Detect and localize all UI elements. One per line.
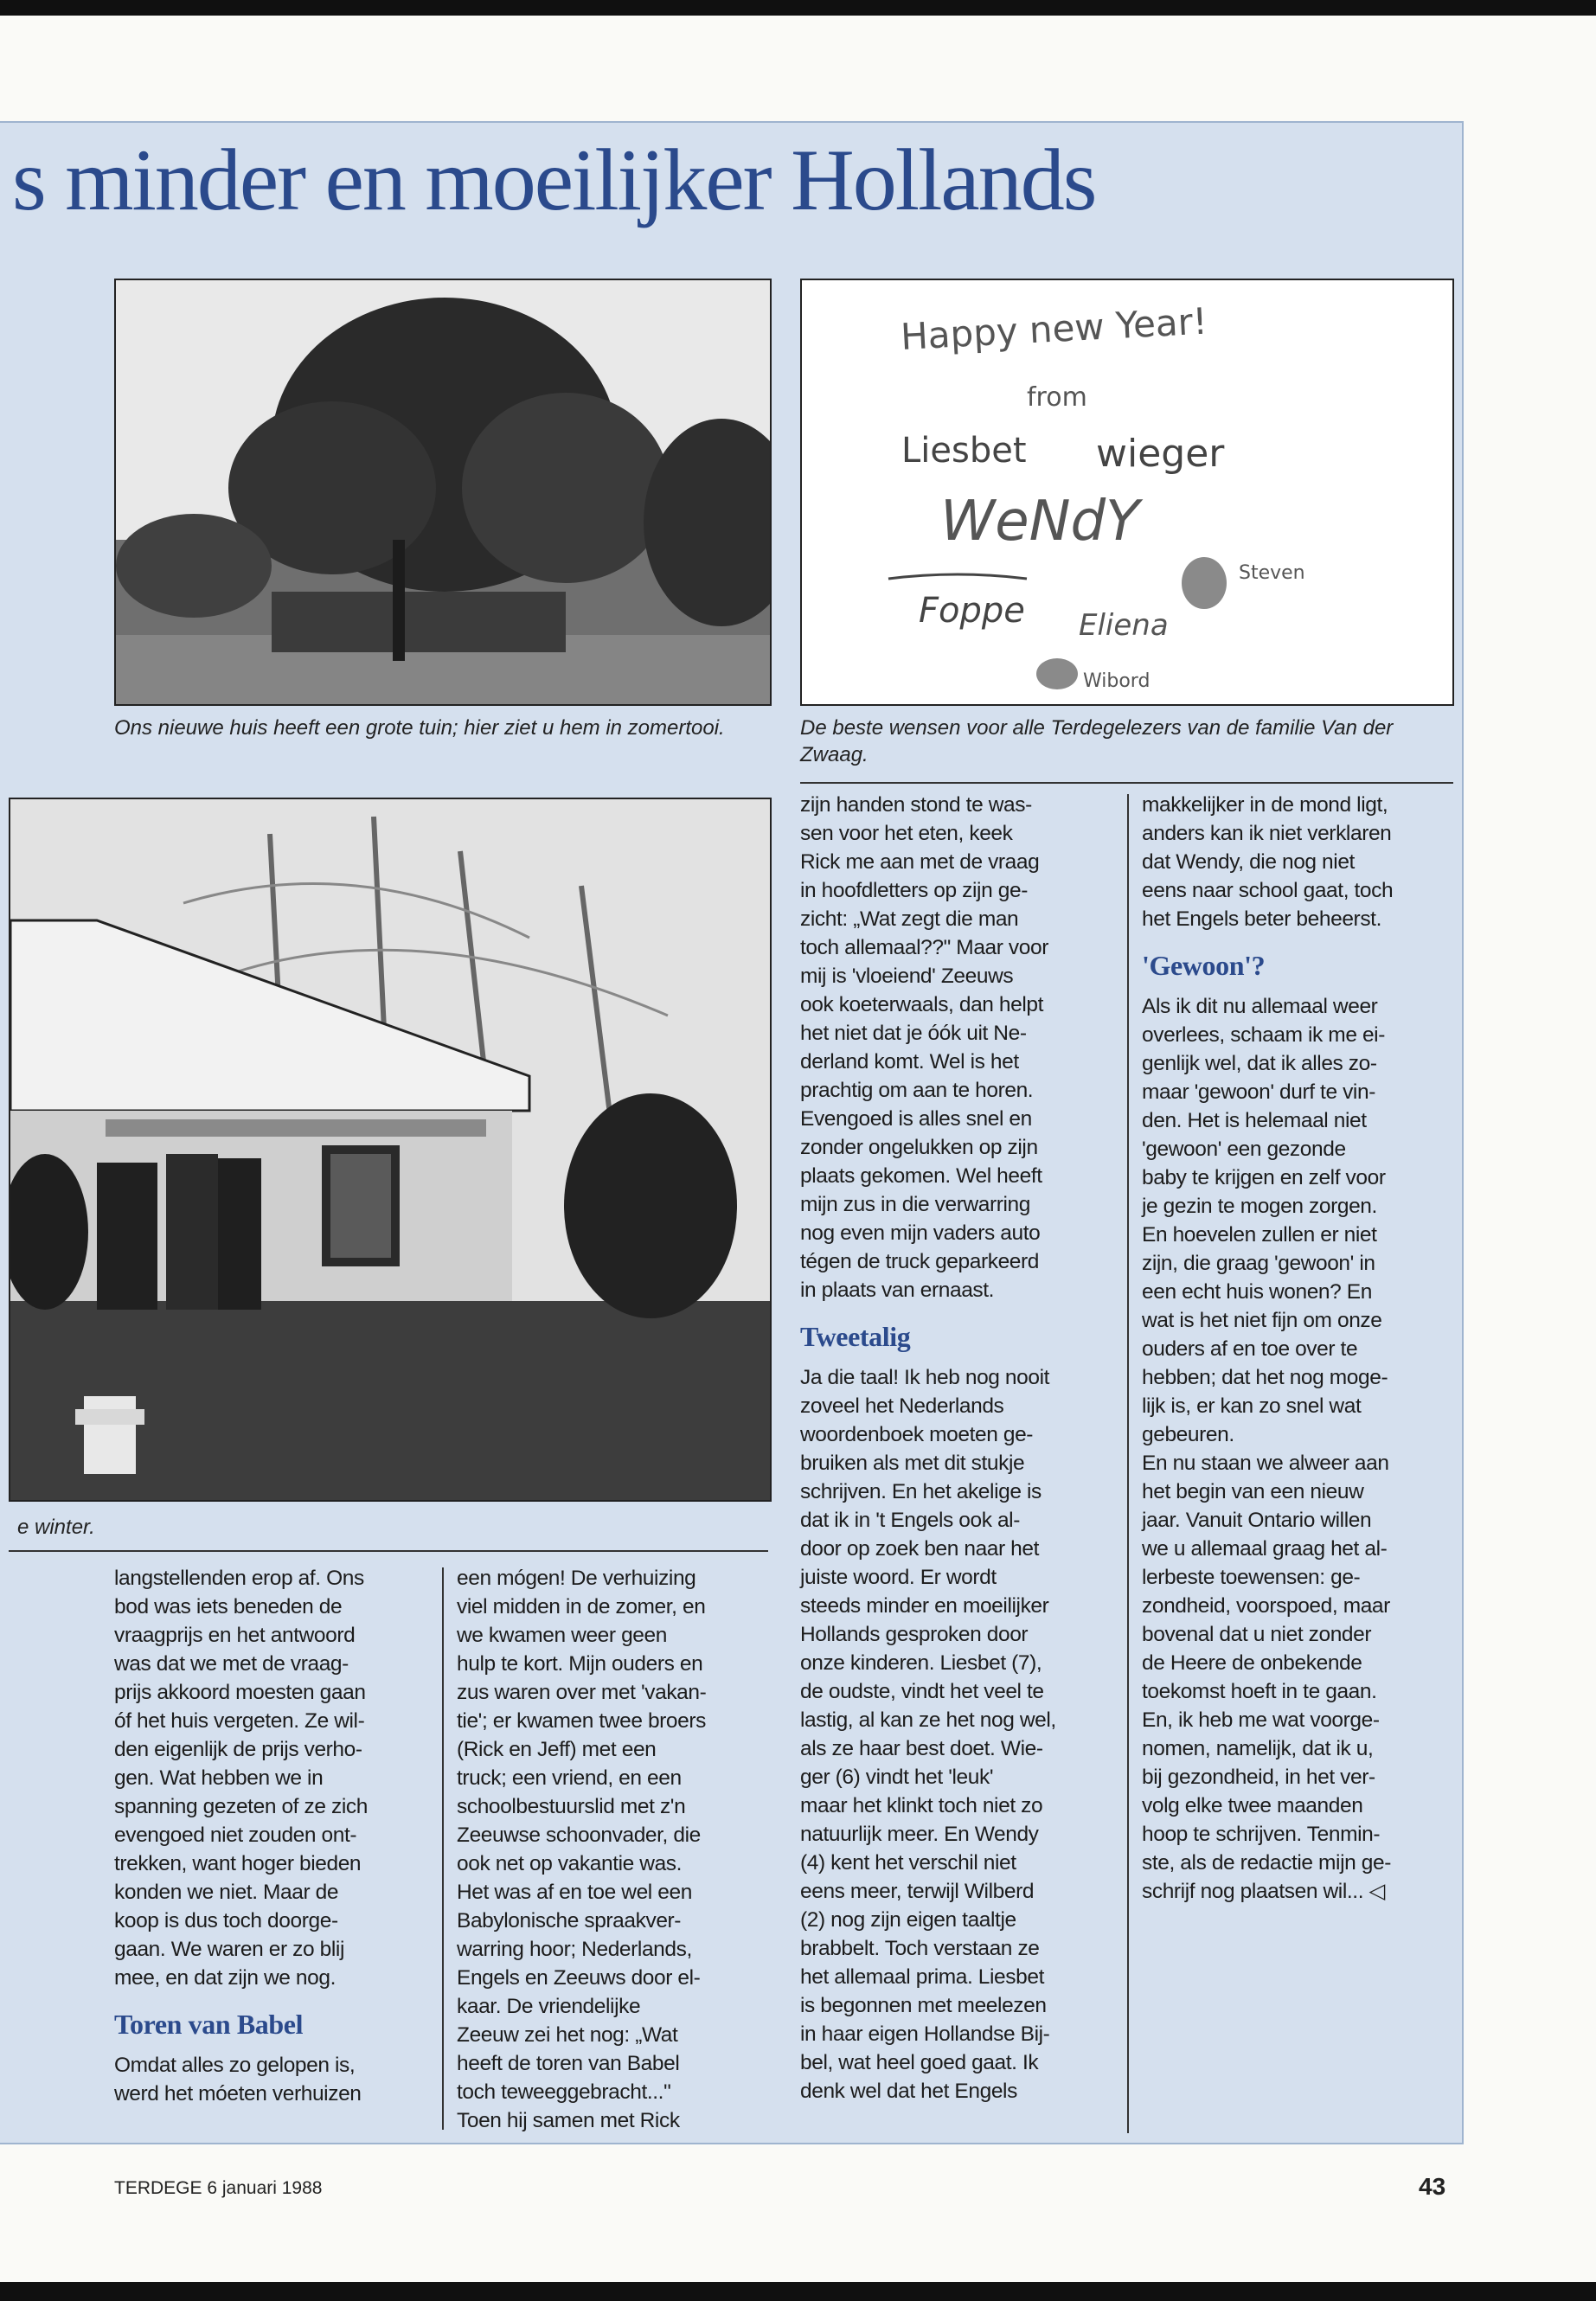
article-column-2	[457, 1564, 777, 2135]
subheading-tweetalig: Tweetalig	[800, 1321, 911, 1352]
card-photo-caption: De beste wensen voor alle Terdegelezers van de familie Van der Zwaag.	[800, 716, 1394, 766]
house-photo	[9, 798, 772, 1502]
subheading-gewoon: 'Gewoon'?	[1142, 950, 1266, 981]
paragraph: makkelijker in de mond ligt, anders kan ik niet verklaren dat Wendy, die nog niet eens naar school gaat, toch het Engels beter beheerst.	[1142, 793, 1394, 931]
card-line-1: Happy new Year!	[899, 299, 1208, 358]
garden-photo-caption: Ons nieuwe huis heeft een grote tuin; hier ziet u hem in zomertooi.	[114, 716, 725, 740]
subheading-toren-van-babel: Toren van Babel	[114, 2009, 304, 2040]
article-column-1	[114, 1564, 434, 2108]
thumbprint-icon	[1182, 557, 1227, 609]
paragraph: Omdat alles zo gelopen is, werd het móeten verhuizen	[114, 2054, 362, 2106]
card-line-2: from	[1027, 382, 1087, 413]
publication-footer: TERDEGE 6 januari 1988	[114, 2178, 323, 2198]
article-column-4	[1142, 791, 1453, 1906]
card-name-2: wieger	[1096, 432, 1225, 476]
column-divider	[442, 1567, 444, 2130]
paragraph: een mógen! De verhuizing viel midden in de zomer, en we kwamen weer geen hulp te kort. Mijn ouders en zus waren over met 'vakan- tie'; er kwamen twee broers (Rick en Jeff) met een truck; een vriend, en een schoolbestuurslid met z'n Zeeuwse schoonvader, die ook net op vakantie was. Het was af en toe wel een Babylonische spraakver- warring hoor; Nederlands, Engels en Zeeuws door el- kaar. De vriendelijke Zeeuw zei het nog: „Wat heeft de toren van Babel toch teweeggebracht..." Toen hij samen met Rick	[457, 1567, 707, 2132]
card-name-4: Foppe	[919, 591, 1025, 631]
card-name-6: Steven	[1239, 562, 1305, 584]
greeting-card-photo	[800, 279, 1454, 706]
thumbprint-icon	[1036, 658, 1078, 689]
paragraph: Ja die taal! Ik heb nog nooit zoveel het Nederlands woordenboek moeten ge- bruiken als met dit stukje schrijven. En het akelige is dat ik in 't Engels ook al- door op zoek ben naar het juiste woord. Er wordt steeds minder en moeilijker Hollands gesproken door onze kinderen. Liesbet (7), de oudste, vindt het veel te lastig, al kan ze het nog wel, als ze haar best doet. Wie- ger (6) vindt het 'leuk' maar het klinkt toch niet zo natuurlijk meer. En Wendy (4) kent het verschil niet eens meer, terwijl Wilberd (2) nog zijn eigen taaltje brabbelt. Toch verstaan ze het allemaal prima. Liesbet is begonnen met meelezen in haar eigen Hollandse Bij- bel, wat heel goed gaat. Ik denk wel dat het Engels	[800, 1366, 1056, 2103]
article-column-3	[800, 791, 1120, 2106]
article-headline: s minder en moeilijker Hollands	[12, 131, 1096, 229]
paragraph: Als ik dit nu allemaal weer overlees, schaam ik me ei- genlijk wel, dat ik alles zo- maar 'gewoon' durf te vin- den. Het is helemaal niet 'gewoon' een gezonde baby te krijgen en zelf voor je gezin te mogen zorgen. En hoevelen zullen er niet zijn, die graag 'gewoon' in een echt huis wonen? En wat is het niet fijn om onze ouders af en toe over te hebben; dat het nog moge- lijk is, er kan zo snel wat gebeuren. En nu staan we alweer aan het begin van een nieuw jaar. Vanuit Ontario willen we u allemaal graag het al- lerbeste toewensen: ge- zondheid, voorspoed, maar bovenal dat u niet zonder de Heere de onbekende toekomst hoeft in te gaan. En, ik heb me wat voorge- nomen, namelijk, dat ik u, bij gezondheid, in het ver- volg elke twee maanden hoop te schrijven. Tenmin- ste, als de redactie mijn ge- schrijf nog plaatsen wil... ◁	[1142, 995, 1391, 1903]
card-name-7: Wibord	[1083, 670, 1151, 692]
column-divider	[1127, 794, 1129, 2133]
card-name-3: WeNdY	[940, 490, 1140, 554]
house-photo-caption: e winter.	[17, 1516, 95, 1539]
page-number: 43	[1419, 2173, 1446, 2200]
card-name-5: Eliena	[1079, 608, 1169, 643]
divider	[800, 782, 1453, 784]
paragraph: langstellenden erop af. Ons bod was iets beneden de vraagprijs en het antwoord was dat we met de vraag- prijs akkoord moesten gaan óf het huis vergeten. Ze wil- den eigenlijk de prijs verho- gen. Wat hebben we in spanning gezeten of ze zich evengoed niet zouden ont- trekken, want hoger bieden konden we niet. Maar de koop is dus toch doorge- gaan. We waren er zo blij mee, en dat zijn we nog.	[114, 1567, 368, 1990]
divider	[9, 1550, 768, 1552]
garden-photo	[114, 279, 772, 706]
paragraph: zijn handen stond te was- sen voor het eten, keek Rick me aan met de vraag in hoofdletters op zijn ge- zicht: „Wat zegt die man toch allemaal??" Maar voor mij is 'vloeiend' Zeeuws ook koeterwaals, dan helpt het niet dat je óók uit Ne- derland komt. Wel is het prachtig om aan te horen. Evengoed is alles snel en zonder ongelukken op zijn plaats gekomen. Wel heeft mijn zus in die verwarring nog even mijn vaders auto tégen de truck geparkeerd in plaats van ernaast.	[800, 793, 1048, 1302]
card-name-1: Liesbet	[901, 431, 1027, 471]
